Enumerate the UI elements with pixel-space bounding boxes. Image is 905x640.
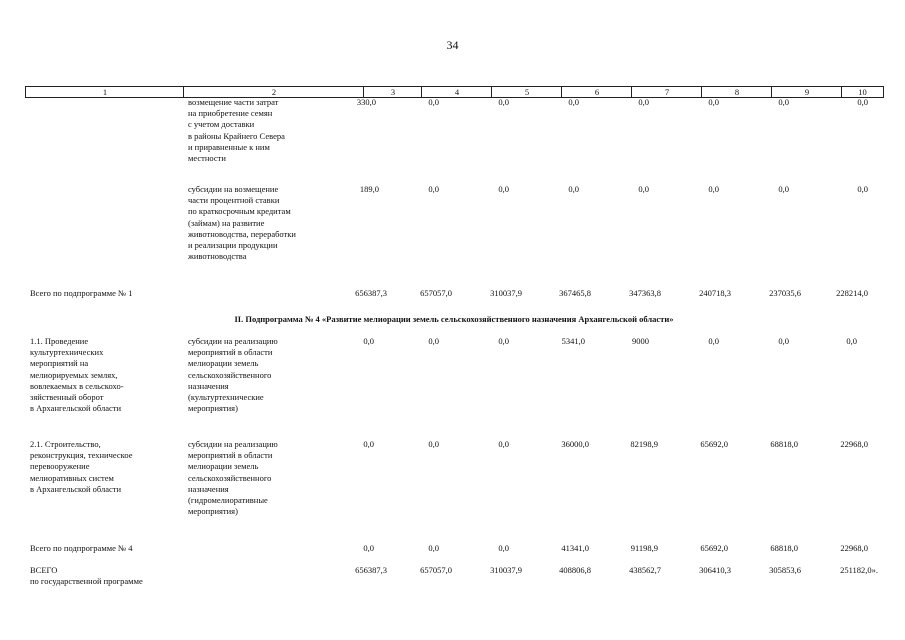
value-cell: 0,0 xyxy=(363,543,374,553)
column-header: 1 xyxy=(25,86,184,98)
value-cell: 0,0 xyxy=(708,184,719,194)
value-cell: 0,0 xyxy=(846,336,857,346)
value-cell: 438562,7 xyxy=(629,565,661,575)
value-cell: 0,0 xyxy=(498,439,509,449)
value-cell: 656387,3 xyxy=(355,288,387,298)
row-measure-text: возмещение части затрат на приобретение семян с учетом доставки в районы Крайнего Севера и приравненные к ним местности xyxy=(188,97,285,164)
column-header: 10 xyxy=(841,86,884,98)
value-cell: 0,0 xyxy=(857,184,868,194)
value-cell: 22968,0 xyxy=(840,439,868,449)
value-cell: 310037,9 xyxy=(490,565,522,575)
subtotal-label: Всего по подпрограмме № 1 xyxy=(30,288,133,298)
value-cell: 41341,0 xyxy=(561,543,589,553)
value-cell: 82198,9 xyxy=(630,439,658,449)
value-cell: 0,0 xyxy=(857,97,868,107)
row-activity-text: 2.1. Строительство, реконструкция, техническое перевооружение мелиоративных систем в Архангельской области xyxy=(30,439,133,494)
value-cell: 0,0 xyxy=(498,184,509,194)
value-cell: 657057,0 xyxy=(420,565,452,575)
section-title: II. Подпрограмма № 4 «Развитие мелиорации земель сельскохозяйственного назначения Архангельской области» xyxy=(234,314,674,324)
value-cell: 657057,0 xyxy=(420,288,452,298)
value-cell: 330,0 xyxy=(356,97,376,107)
row-measure-text: субсидии на возмещение части процентной ставки по краткосрочным кредитам (займам) на развитие животноводства, переработки и реализации продукции животноводства xyxy=(188,184,296,262)
value-cell: 310037,9 xyxy=(490,288,522,298)
row-measure-text: субсидии на реализацию мероприятий в области мелиорации земель сельскохозяйственного назначения (гидромелиоративные мероприятия) xyxy=(188,439,278,517)
column-header: 6 xyxy=(561,86,632,98)
column-header: 5 xyxy=(491,86,562,98)
column-header: 7 xyxy=(631,86,702,98)
value-cell: 305853,6 xyxy=(769,565,801,575)
value-cell: 367465,8 xyxy=(559,288,591,298)
value-cell: 65692,0 xyxy=(700,439,728,449)
column-header: 4 xyxy=(421,86,492,98)
column-header: 3 xyxy=(363,86,422,98)
value-cell: 0,0 xyxy=(638,184,649,194)
value-cell: 228214,0 xyxy=(836,288,868,298)
value-cell: 0,0 xyxy=(778,97,789,107)
value-cell: 65692,0 xyxy=(700,543,728,553)
page-number: 34 xyxy=(446,38,459,52)
value-cell: 0,0 xyxy=(428,543,439,553)
subtotal-label: Всего по подпрограмме № 4 xyxy=(30,543,133,553)
value-cell: 347363,8 xyxy=(629,288,661,298)
value-cell: 189,0 xyxy=(359,184,379,194)
value-cell: 0,0 xyxy=(568,184,579,194)
value-cell: 0,0 xyxy=(498,97,509,107)
value-cell: 91198,9 xyxy=(630,543,658,553)
row-measure-text: субсидии на реализацию мероприятий в области мелиорации земель сельскохозяйственного назначения (культуртехнические мероприятия) xyxy=(188,336,278,414)
value-cell: 251182,0». xyxy=(840,565,878,575)
value-cell: 237035,6 xyxy=(769,288,801,298)
value-cell: 0,0 xyxy=(708,97,719,107)
row-activity-text: 1.1. Проведение культуртехнических мероприятий на мелиорируемых землях, вовлекаемых в сельскохо- зяйственный оборот в Архангельской области xyxy=(30,336,124,414)
value-cell: 656387,3 xyxy=(355,565,387,575)
value-cell: 0,0 xyxy=(428,97,439,107)
value-cell: 22968,0 xyxy=(840,543,868,553)
column-header: 2 xyxy=(183,86,364,98)
value-cell: 0,0 xyxy=(568,97,579,107)
column-header: 9 xyxy=(771,86,842,98)
value-cell: 0,0 xyxy=(498,543,509,553)
value-cell: 0,0 xyxy=(708,336,719,346)
value-cell: 5341,0 xyxy=(561,336,585,346)
value-cell: 0,0 xyxy=(778,336,789,346)
value-cell: 0,0 xyxy=(638,97,649,107)
grand-total-label: ВСЕГО по государственной программе xyxy=(30,565,143,587)
value-cell: 306410,3 xyxy=(699,565,731,575)
value-cell: 0,0 xyxy=(428,336,439,346)
value-cell: 408806,8 xyxy=(559,565,591,575)
value-cell: 240718,3 xyxy=(699,288,731,298)
table-header-row xyxy=(25,86,883,97)
column-header: 8 xyxy=(701,86,772,98)
value-cell: 36000,0 xyxy=(561,439,589,449)
value-cell: 0,0 xyxy=(428,184,439,194)
value-cell: 0,0 xyxy=(778,184,789,194)
value-cell: 68818,0 xyxy=(770,543,798,553)
value-cell: 0,0 xyxy=(428,439,439,449)
value-cell: 0,0 xyxy=(498,336,509,346)
value-cell: 0,0 xyxy=(363,439,374,449)
value-cell: 68818,0 xyxy=(770,439,798,449)
value-cell: 9000 xyxy=(632,336,649,346)
value-cell: 0,0 xyxy=(363,336,374,346)
